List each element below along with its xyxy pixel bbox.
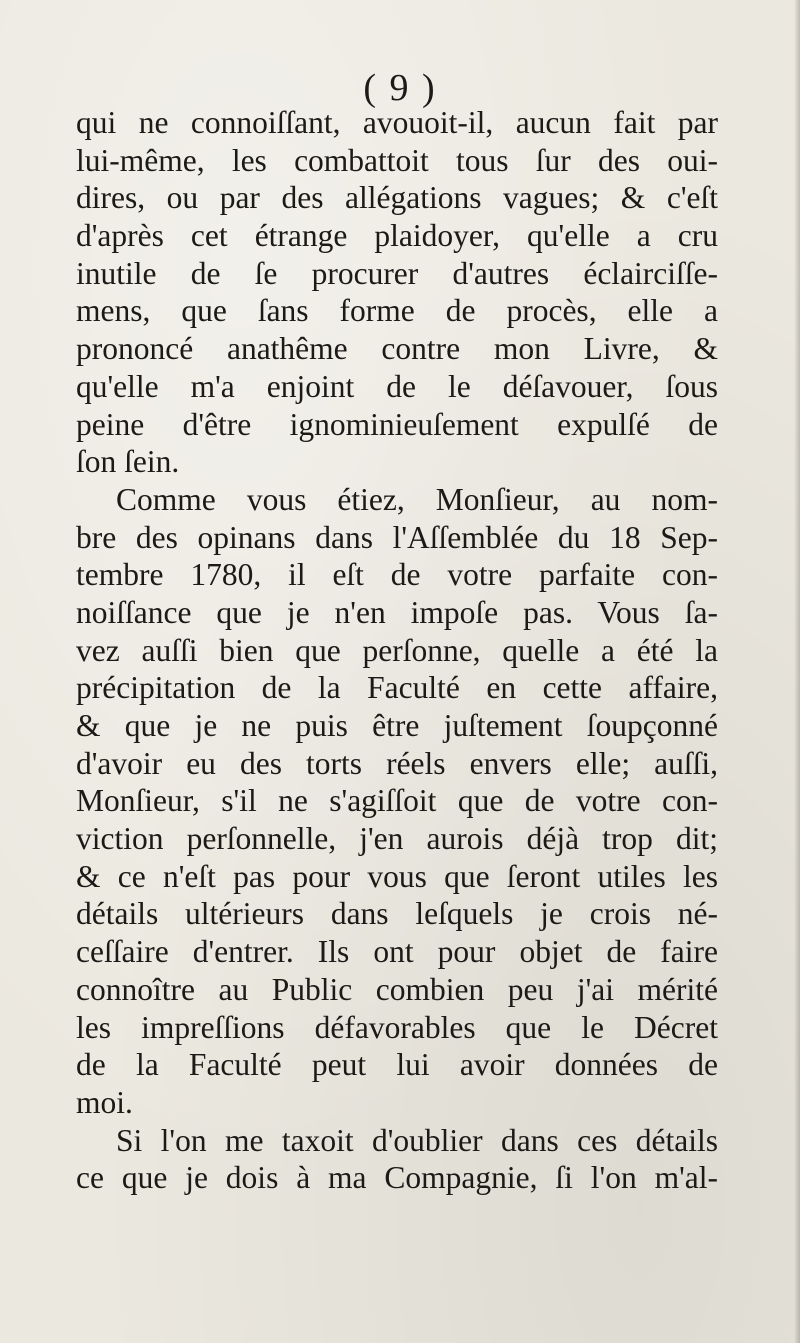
text-line: d'après cet étrange plaidoyer, qu'elle a cru [76, 218, 718, 254]
page-body-text [76, 104, 718, 1197]
text-line: Monſieur, s'il ne s'agiſſoit que de votre con- [76, 783, 718, 819]
text-line: noiſſance que je n'en impoſe pas. Vous ſa- [76, 594, 718, 630]
page-edge-shadow [794, 0, 800, 1343]
text-line: qui ne connoiſſant, avouoit-il, aucun fait par [76, 105, 718, 140]
text-line: vez auſſi bien que perſonne, quelle a été la [76, 632, 718, 668]
text-line: dires, ou par des allégations vagues; & c'eſt [76, 180, 718, 216]
text-line: prononcé anathême contre mon Livre, & [76, 331, 718, 367]
paragraph-1 [76, 104, 718, 481]
text-line: moi. [76, 1084, 133, 1120]
text-line: connoître au Public combien peu j'ai mérité [76, 971, 718, 1007]
text-line: qu'elle m'a enjoint de le déſavouer, ſous [76, 368, 718, 404]
text-line: ceſſaire d'entrer. Ils ont pour objet de faire [76, 934, 718, 970]
text-line: & que je ne puis être juſtement ſoupçonné [76, 708, 718, 743]
text-line: inutile de ſe procurer d'autres éclairciſſe- [76, 255, 718, 291]
paragraph-3 [76, 1122, 718, 1197]
text-line: Comme vous étiez, Monſieur, au nom- [116, 481, 718, 517]
text-line: détails ultérieurs dans leſquels je crois né- [76, 896, 718, 932]
text-line: Si l'on me taxoit d'oublier dans ces détails [116, 1122, 718, 1158]
text-line: peine d'être ignominieuſement expulſé de [76, 406, 718, 442]
text-line: tembre 1780, il eſt de votre parfaite con- [76, 557, 718, 593]
text-line: lui-même, les combattoit tous ſur des oui- [76, 142, 718, 178]
text-line: & ce n'eſt pas pour vous que ſeront utiles les [76, 858, 718, 894]
text-line: bre des opinans dans l'Aſſemblée du 18 Sep- [76, 519, 718, 555]
paragraph-2 [76, 481, 718, 1122]
text-line: mens, que ſans forme de procès, elle a [76, 293, 718, 329]
text-line: de la Faculté peut lui avoir données de [76, 1047, 718, 1083]
text-line: viction perſonnelle, j'en aurois déjà trop dit; [76, 821, 718, 857]
text-line: ſon ſein. [76, 444, 180, 480]
text-line: ce que je dois à ma Compagnie, ſi l'on m'al- [76, 1160, 718, 1196]
text-line: les impreſſions défavorables que le Décret [76, 1009, 718, 1045]
page-number: ( 9 ) [363, 67, 437, 109]
text-line: précipitation de la Faculté en cette affaire, [76, 670, 718, 706]
text-line: d'avoir eu des torts réels envers elle; auſſi, [76, 745, 718, 781]
